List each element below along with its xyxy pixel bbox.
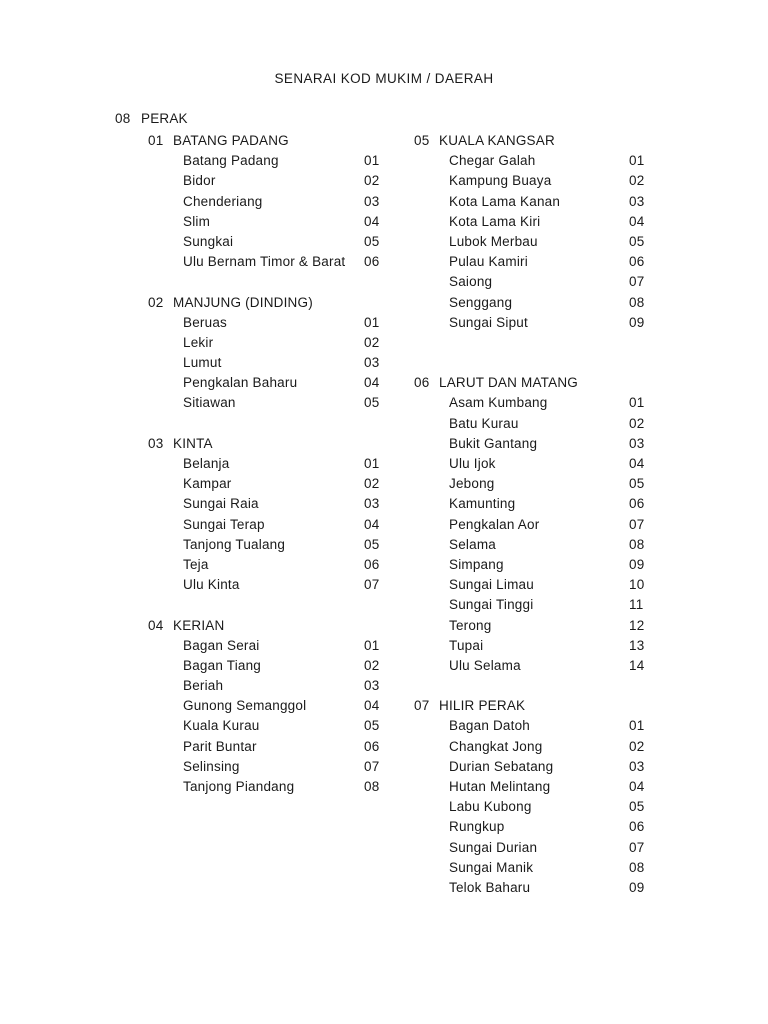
mukim-row <box>414 777 645 797</box>
mukim-row <box>414 757 645 777</box>
mukim-row <box>414 474 645 494</box>
mukim-code: 06 <box>629 496 645 512</box>
mukim-code: 01 <box>364 637 380 653</box>
mukim-code: 03 <box>364 496 380 512</box>
mukim-code: 05 <box>629 799 645 815</box>
district-code: 07 <box>414 698 430 714</box>
mukim-code: 11 <box>629 597 644 613</box>
mukim-name: Tanjong Piandang <box>183 779 295 794</box>
mukim-code: 01 <box>364 314 380 330</box>
mukim-name: Lumut <box>183 355 222 371</box>
mukim-code: 07 <box>629 274 645 290</box>
mukim-code: 05 <box>629 476 645 492</box>
mukim-name: Ulu Ijok <box>449 456 496 472</box>
mukim-name: Teja <box>183 556 209 572</box>
mukim-row <box>148 494 380 514</box>
mukim-row <box>414 838 645 858</box>
mukim-name: Lekir <box>183 334 214 350</box>
district-block <box>414 131 645 333</box>
mukim-code: 02 <box>629 173 645 189</box>
mukim-name: Chenderiang <box>183 193 263 209</box>
mukim-code: 13 <box>629 637 645 653</box>
mukim-name: Sungai Durian <box>449 839 538 855</box>
district-heading <box>148 616 345 636</box>
mukim-name: Kota Lama Kiri <box>449 213 541 229</box>
mukim-code: 07 <box>364 758 380 774</box>
district-heading <box>148 293 345 313</box>
mukim-name: Durian Sebatang <box>449 758 554 774</box>
mukim-name: Sungai Manik <box>449 859 534 875</box>
mukim-row <box>148 716 380 736</box>
mukim-row <box>414 494 645 514</box>
district-heading <box>414 696 578 716</box>
mukim-name: Bukit Gantang <box>449 435 538 451</box>
mukim-row <box>414 151 645 171</box>
mukim-name: Batu Kurau <box>449 415 519 431</box>
mukim-row <box>414 535 645 555</box>
mukim-code: 04 <box>629 779 645 795</box>
mukim-row <box>414 858 645 878</box>
mukim-name: Saiong <box>449 274 493 290</box>
mukim-name: Jebong <box>449 476 495 492</box>
mukim-name: Sungai Raia <box>183 496 259 512</box>
district-name: KUALA KANGSAR <box>439 133 555 148</box>
district-block <box>148 293 380 414</box>
mukim-row <box>414 454 645 474</box>
mukim-code: 09 <box>629 556 645 572</box>
mukim-code: 08 <box>629 536 645 552</box>
mukim-row <box>414 515 645 535</box>
mukim-name: Sungai Tinggi <box>449 597 534 613</box>
mukim-code: 04 <box>364 698 380 714</box>
mukim-code: 03 <box>364 678 380 694</box>
district-code: 01 <box>148 133 164 148</box>
mukim-code: 01 <box>629 395 645 411</box>
mukim-row <box>414 252 645 272</box>
mukim-row <box>414 313 645 333</box>
mukim-name: Sitiawan <box>183 395 236 411</box>
mukim-name: Terong <box>449 617 492 633</box>
left-column <box>148 131 380 817</box>
mukim-name: Labu Kubong <box>449 799 532 815</box>
district-heading <box>148 131 345 151</box>
mukim-row <box>414 716 645 736</box>
mukim-code: 07 <box>364 577 380 593</box>
mukim-row <box>148 454 380 474</box>
district-heading <box>414 131 578 151</box>
mukim-code: 06 <box>364 556 380 572</box>
mukim-code: 02 <box>629 415 645 431</box>
mukim-code: 05 <box>364 233 380 249</box>
district-block <box>414 373 645 676</box>
mukim-row <box>414 212 645 232</box>
mukim-name: Pengkalan Baharu <box>183 375 298 391</box>
district-heading <box>414 373 578 393</box>
mukim-row <box>414 595 644 615</box>
mukim-code: 05 <box>364 395 380 411</box>
right-column <box>414 131 645 918</box>
mukim-row <box>148 696 380 716</box>
mukim-name: Pengkalan Aor <box>449 516 540 532</box>
mukim-row <box>148 636 380 656</box>
mukim-name: Bidor <box>183 173 216 189</box>
mukim-name: Kampar <box>183 476 232 492</box>
mukim-code: 03 <box>629 193 645 209</box>
mukim-name: Chegar Galah <box>449 153 536 169</box>
mukim-code: 01 <box>364 456 380 471</box>
mukim-name: Kamunting <box>449 496 516 512</box>
mukim-name: Sungkai <box>183 233 234 249</box>
district-code: 03 <box>148 435 164 451</box>
mukim-code: 04 <box>364 375 380 391</box>
district-code: 02 <box>148 294 164 310</box>
mukim-name: Belanja <box>183 456 230 471</box>
mukim-name: Ulu Kinta <box>183 577 240 593</box>
mukim-code: 01 <box>629 153 645 169</box>
mukim-row <box>414 293 645 313</box>
mukim-row <box>414 232 645 252</box>
mukim-code: 06 <box>364 254 380 270</box>
mukim-row <box>148 575 380 595</box>
district-name: LARUT DAN MATANG <box>439 375 578 391</box>
mukim-row <box>414 878 645 898</box>
mukim-name: Slim <box>183 213 211 229</box>
mukim-name: Senggang <box>449 294 513 310</box>
mukim-name: Sungai Limau <box>449 577 534 593</box>
district-name: KINTA <box>173 435 213 451</box>
mukim-name: Kampung Buaya <box>449 173 552 189</box>
mukim-code: 02 <box>364 657 380 673</box>
mukim-name: Batang Padang <box>183 153 279 169</box>
mukim-code: 03 <box>364 193 380 209</box>
mukim-code: 12 <box>629 617 645 633</box>
district-code: 04 <box>148 617 164 633</box>
mukim-name: Selinsing <box>183 758 240 774</box>
mukim-row <box>414 434 645 454</box>
mukim-row <box>148 515 380 535</box>
mukim-code: 05 <box>364 536 380 552</box>
mukim-row <box>148 676 380 696</box>
mukim-name: Bagan Tiang <box>183 657 262 673</box>
mukim-row <box>148 252 380 272</box>
mukim-code: 08 <box>629 859 645 875</box>
mukim-name: Selama <box>449 536 496 552</box>
mukim-code: 04 <box>629 213 645 229</box>
mukim-code: 14 <box>629 657 645 673</box>
mukim-code: 05 <box>364 718 380 734</box>
mukim-row <box>414 797 645 817</box>
mukim-row <box>414 656 645 676</box>
mukim-name: Beriah <box>183 678 224 694</box>
mukim-code: 07 <box>629 839 645 855</box>
district-code: 05 <box>414 133 430 148</box>
mukim-row <box>414 555 645 575</box>
mukim-code: 06 <box>364 738 380 754</box>
mukim-code: 03 <box>629 435 645 451</box>
mukim-code: 02 <box>364 334 380 350</box>
mukim-name: Kuala Kurau <box>183 718 260 734</box>
mukim-row <box>148 232 380 252</box>
mukim-name: Sungai Terap <box>183 516 265 532</box>
mukim-name: Asam Kumbang <box>449 395 548 411</box>
mukim-name: Ulu Bernam Timor & Barat <box>183 254 346 270</box>
district-block <box>148 131 380 272</box>
mukim-code: 03 <box>364 355 380 371</box>
mukim-row <box>148 535 380 555</box>
mukim-row <box>414 616 645 636</box>
state-name: PERAK <box>141 111 188 126</box>
mukim-code: 01 <box>364 153 380 169</box>
state-code: 08 <box>115 111 131 126</box>
district-name: BATANG PADANG <box>173 133 289 148</box>
mukim-code: 04 <box>629 456 645 472</box>
mukim-code: 08 <box>364 779 380 794</box>
mukim-row <box>148 656 380 676</box>
mukim-code: 01 <box>629 718 645 734</box>
district-block <box>148 434 380 596</box>
mukim-code: 06 <box>629 819 645 835</box>
mukim-name: Simpang <box>449 556 504 572</box>
district-heading <box>148 434 345 454</box>
mukim-row <box>148 757 380 777</box>
mukim-name: Rungkup <box>449 819 505 835</box>
district-block <box>414 696 645 898</box>
mukim-code: 02 <box>629 738 645 754</box>
mukim-code: 09 <box>629 879 645 895</box>
mukim-row <box>148 151 380 171</box>
mukim-row <box>148 212 380 232</box>
mukim-code: 10 <box>629 577 645 593</box>
mukim-row <box>148 313 380 333</box>
mukim-name: Ulu Selama <box>449 657 521 673</box>
mukim-name: Changkat Jong <box>449 738 543 754</box>
mukim-name: Bagan Datoh <box>449 718 531 734</box>
mukim-row <box>414 171 645 191</box>
mukim-name: Tupai <box>449 637 484 653</box>
mukim-row <box>414 272 645 292</box>
mukim-row <box>148 474 380 494</box>
mukim-row <box>148 393 380 413</box>
mukim-row <box>148 333 380 353</box>
mukim-row <box>414 817 645 837</box>
state-header <box>115 111 188 126</box>
mukim-row <box>148 737 380 757</box>
mukim-name: Gunong Semanggol <box>183 698 307 714</box>
district-name: MANJUNG (DINDING) <box>173 294 313 310</box>
mukim-name: Bagan Serai <box>183 637 260 653</box>
mukim-code: 08 <box>629 294 645 310</box>
mukim-name: Telok Baharu <box>449 879 531 895</box>
mukim-code: 04 <box>364 213 380 229</box>
mukim-name: Tanjong Tualang <box>183 536 286 552</box>
mukim-name: Sungai Siput <box>449 314 528 330</box>
mukim-name: Kota Lama Kanan <box>449 193 561 209</box>
mukim-row <box>148 171 380 191</box>
mukim-row <box>148 192 380 212</box>
mukim-row <box>148 353 380 373</box>
mukim-code: 07 <box>629 516 645 532</box>
mukim-row <box>148 777 380 797</box>
mukim-row <box>414 192 645 212</box>
mukim-name: Lubok Merbau <box>449 233 538 249</box>
mukim-code: 02 <box>364 173 380 189</box>
mukim-row <box>414 414 645 434</box>
mukim-code: 09 <box>629 314 645 330</box>
mukim-row <box>148 373 380 393</box>
mukim-code: 03 <box>629 758 645 774</box>
district-name: HILIR PERAK <box>439 698 526 714</box>
mukim-name: Pulau Kamiri <box>449 254 528 270</box>
district-name: KERIAN <box>173 617 225 633</box>
mukim-name: Hutan Melintang <box>449 779 551 795</box>
mukim-name: Beruas <box>183 314 227 330</box>
mukim-row <box>148 555 380 575</box>
district-block <box>148 616 380 798</box>
mukim-row <box>414 737 645 757</box>
mukim-row <box>414 393 645 413</box>
mukim-code: 02 <box>364 476 380 492</box>
mukim-row <box>414 575 645 595</box>
mukim-code: 05 <box>629 233 645 249</box>
district-code: 06 <box>414 375 430 391</box>
mukim-code: 04 <box>364 516 380 532</box>
page-title: SENARAI KOD MUKIM / DAERAH <box>274 71 494 86</box>
mukim-code: 06 <box>629 254 645 270</box>
mukim-row <box>414 636 645 656</box>
mukim-name: Parit Buntar <box>183 738 257 754</box>
